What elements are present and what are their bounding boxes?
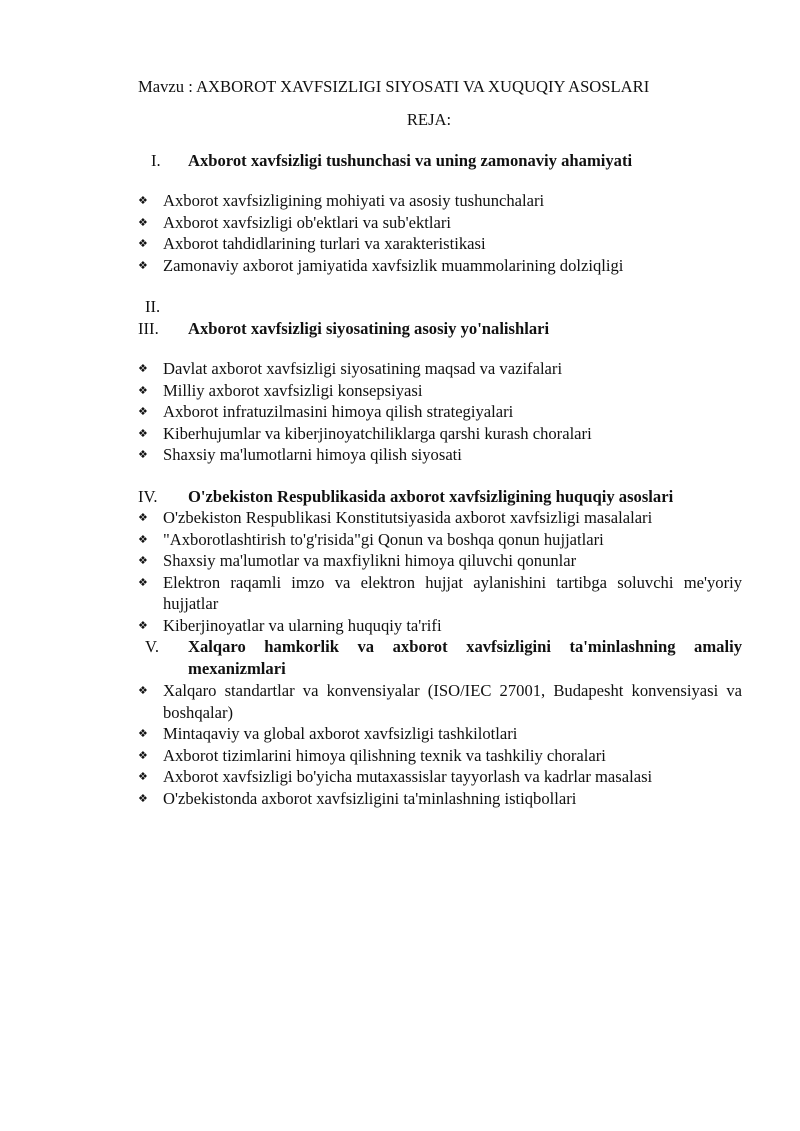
diamond-bullet-icon: ❖: [138, 684, 148, 697]
list-item: ❖ Xalqaro standartlar va konvensiyalar (ISO/IEC 27001, Budapesht konvensiyasi va boshqalar): [138, 681, 742, 722]
diamond-bullet-icon: ❖: [138, 727, 148, 741]
section-title: Axborot xavfsizligi tushunchasi va uning zamonaviy ahamiyati: [188, 151, 633, 170]
diamond-bullet-icon: ❖: [138, 532, 148, 546]
diamond-bullet-icon: ❖: [138, 405, 148, 419]
diamond-bullet-icon: ❖: [138, 194, 148, 207]
section-5-items: [138, 680, 742, 810]
diamond-bullet-icon: ❖: [138, 791, 148, 805]
section-number: V.: [145, 637, 159, 656]
section-heading-4: [138, 486, 746, 508]
section-number: III.: [138, 319, 159, 338]
list-item: ❖ Kiberjinoyatlar va ularning huquqiy ta'rifi: [138, 615, 442, 635]
section-title: Axborot xavfsizligi siyosatining asosiy yo'nalishlari: [188, 319, 550, 338]
section-heading-3: [138, 318, 746, 340]
list-item: ❖ Shaxsiy ma'lumotlar va maxfiylikni himoya qiluvchi qonunlar: [138, 551, 577, 571]
list-item: ❖ Kiberhujumlar va kiberjinoyatchiliklarga qarshi kurash choralari: [138, 423, 592, 443]
section-4-items: [138, 507, 742, 637]
section-3-items: [138, 358, 742, 466]
list-item: ❖ Axborot tahdidlarining turlari va xarakteristikasi: [138, 234, 486, 254]
diamond-bullet-icon: ❖: [138, 237, 148, 251]
list-item: ❖ Axborot xavfsizligining mohiyati va asosiy tushunchalari: [138, 191, 545, 210]
diamond-bullet-icon: ❖: [138, 426, 148, 440]
list-item: ❖ Axborot infratuzilmasini himoya qilish strategiyalari: [138, 402, 514, 422]
list-item: ❖ Axborot xavfsizligi bo'yicha mutaxassislar tayyorlash va kadrlar masalasi: [138, 767, 653, 787]
list-item: ❖ Zamonaviy axborot jamiyatida xavfsizlik muammolarining dolziqligi: [138, 255, 624, 275]
list-item: ❖ Elektron raqamli imzo va elektron hujjat aylanishini tartibga soluvchi me'yoriy hujjatlar: [138, 572, 742, 614]
section-title: O'zbekiston Respublikasida axborot xavfsizligining huquqiy asoslari: [188, 487, 674, 506]
document-title: Mavzu : AXBOROT XAVFSIZLIGI SIYOSATI VA XUQUQIY ASOSLARI: [138, 77, 650, 96]
list-item: ❖ Davlat axborot xavfsizligi siyosatining maqsad va vazifalari: [138, 359, 563, 378]
diamond-bullet-icon: ❖: [138, 618, 148, 632]
section-number: IV.: [138, 487, 158, 506]
diamond-bullet-icon: ❖: [138, 575, 148, 589]
section-number: I.: [151, 151, 161, 170]
list-item: ❖ Shaxsiy ma'lumotlarni himoya qilish siyosati: [138, 445, 462, 465]
diamond-bullet-icon: ❖: [138, 362, 148, 375]
list-item: ❖ Axborot tizimlarini himoya qilishning texnik va tashkiliy choralari: [138, 745, 606, 765]
list-item: ❖ O'zbekiston Respublikasi Konstitutsiyasida axborot xavfsizligi masalalari: [138, 508, 653, 527]
diamond-bullet-icon: ❖: [138, 770, 148, 784]
list-item: ❖ "Axborotlashtirish to'g'risida"gi Qonun va boshqa qonun hujjatlari: [138, 529, 604, 549]
section-number: II.: [145, 297, 161, 316]
diamond-bullet-icon: ❖: [138, 748, 148, 762]
diamond-bullet-icon: ❖: [138, 511, 148, 524]
section-1-items: [138, 190, 742, 276]
diamond-bullet-icon: ❖: [138, 554, 148, 568]
diamond-bullet-icon: ❖: [138, 215, 148, 229]
section-title: Xalqaro hamkorlik va axborot xavfsizligini ta'minlashning amaliy mexanizmlari: [188, 637, 742, 678]
list-item: ❖ Milliy axborot xavfsizligi konsepsiyasi: [138, 380, 423, 400]
section-heading-5: [145, 636, 742, 679]
list-item: ❖ Mintaqaviy va global axborot xavfsizligi tashkilotlari: [138, 724, 518, 744]
diamond-bullet-icon: ❖: [138, 258, 148, 272]
plan-label: REJA:: [406, 110, 452, 129]
section-heading-1: [151, 150, 759, 172]
list-item: ❖ Axborot xavfsizligi ob'ektlari va sub'ektlari: [138, 212, 452, 232]
diamond-bullet-icon: ❖: [138, 383, 148, 397]
diamond-bullet-icon: ❖: [138, 448, 148, 462]
list-item: ❖ O'zbekistonda axborot xavfsizligini ta'minlashning istiqbollari: [138, 788, 577, 808]
